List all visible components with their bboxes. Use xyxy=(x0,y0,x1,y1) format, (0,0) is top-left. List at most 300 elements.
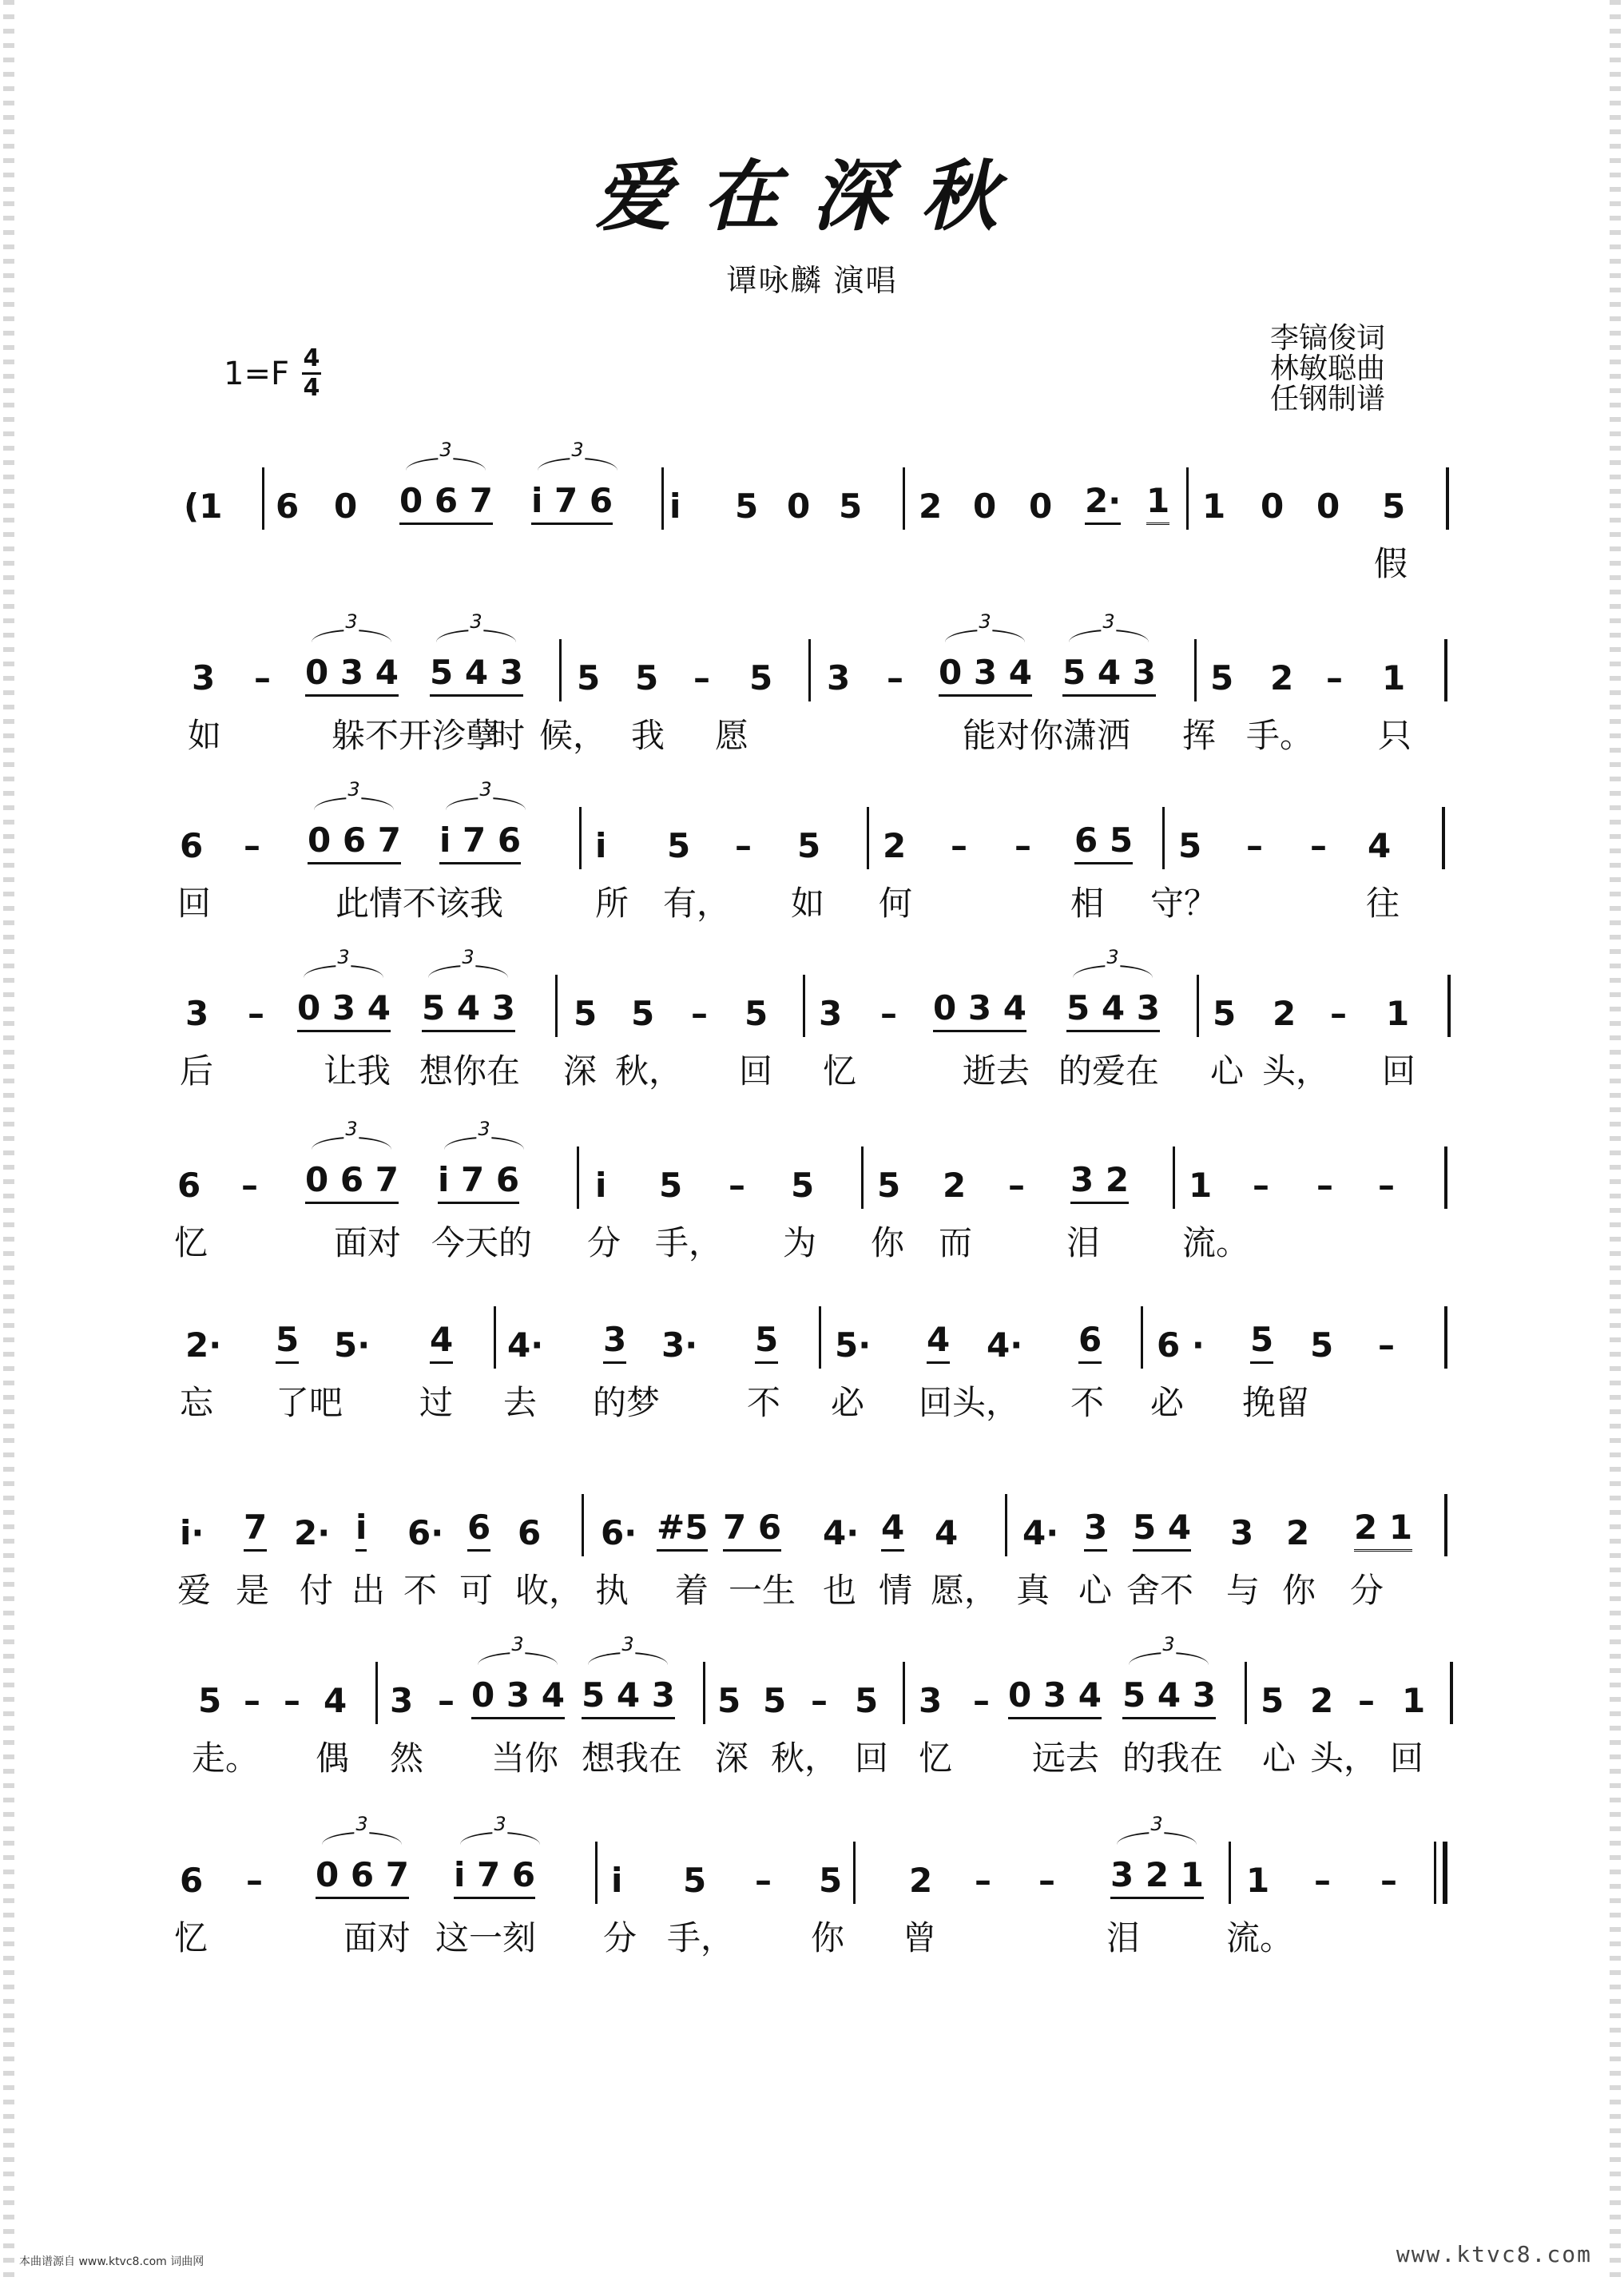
lyric-word: 手， xyxy=(655,1223,723,1262)
note-group: 5 xyxy=(839,487,863,526)
barline xyxy=(903,467,905,530)
barline xyxy=(1197,975,1199,1037)
note-group: 0 xyxy=(973,487,997,526)
note-group: i xyxy=(595,1166,607,1205)
lyric-word: 分 xyxy=(1350,1571,1384,1610)
notation-row xyxy=(0,1478,1624,1566)
lyric-word: 不 xyxy=(1070,1383,1105,1422)
note-group: i xyxy=(611,1861,623,1900)
lyric-word: 爱 xyxy=(177,1571,212,1610)
note-group: 2 xyxy=(1286,1513,1310,1552)
note-group: i 7 6 xyxy=(439,822,521,864)
final-barline xyxy=(1434,1842,1447,1904)
barline xyxy=(1229,1842,1231,1904)
lyric-word: 是 xyxy=(236,1571,270,1610)
triplet-mark: 3 xyxy=(571,439,584,461)
note-group: 4 xyxy=(430,1321,453,1364)
triplet-mark: 3 xyxy=(511,1633,524,1655)
note-group: – xyxy=(975,1861,991,1900)
note-group: 5 xyxy=(659,1166,683,1205)
note-group: – xyxy=(1314,1861,1331,1900)
lyric-word: 深 xyxy=(563,1051,598,1091)
note-group: 1 xyxy=(1202,487,1226,526)
lyric-word: 秋， xyxy=(771,1739,839,1778)
note-group: 5 xyxy=(667,826,691,865)
lyricist-credit: 李镐俊词 xyxy=(1270,322,1386,355)
note-group: – xyxy=(691,994,708,1033)
note-group: 3 xyxy=(603,1321,626,1364)
notation-row xyxy=(0,778,1624,879)
note-group: – xyxy=(241,1166,258,1205)
note-group: 2 xyxy=(1273,994,1296,1033)
triplet-mark: 3 xyxy=(1150,1813,1163,1835)
note-group: – xyxy=(1038,1861,1055,1900)
note-group: 2 xyxy=(909,1861,933,1900)
note-group: – xyxy=(1358,1681,1375,1720)
note-group: – xyxy=(880,994,897,1033)
note-group: 5 xyxy=(276,1321,299,1364)
note-group: 4· xyxy=(987,1325,1023,1365)
barline xyxy=(559,639,562,701)
lyric-word: 出 xyxy=(351,1571,386,1610)
lyric-word: 必 xyxy=(1150,1383,1185,1422)
lyric-word: 偶 xyxy=(316,1739,350,1778)
lyric-word: 不 xyxy=(747,1383,781,1422)
triplet-bracket xyxy=(1117,1813,1197,1858)
note-group: – xyxy=(1326,658,1343,697)
barline xyxy=(867,807,869,869)
note-group: 5 xyxy=(1178,826,1202,865)
lyric-word: 的我在 xyxy=(1122,1739,1224,1778)
lyric-word: 执 xyxy=(595,1571,629,1610)
lyric-word: 不 xyxy=(403,1571,438,1610)
lyric-word: 远去 xyxy=(1032,1739,1100,1778)
note-group: i xyxy=(669,487,681,526)
lyric-word: 此情不该我 xyxy=(336,884,504,923)
credits xyxy=(1270,324,1385,415)
note-group: 2· xyxy=(185,1325,222,1365)
triplet-mark: 3 xyxy=(1162,1633,1175,1655)
lyric-word: 当你 xyxy=(491,1739,559,1778)
note-group: 0 3 4 xyxy=(1008,1677,1102,1719)
triplet-mark: 3 xyxy=(470,610,482,633)
note-group: i 7 6 xyxy=(438,1162,519,1204)
lyric-word: 你 xyxy=(811,1918,845,1957)
lyric-word: 必 xyxy=(831,1383,865,1422)
note-group: 4· xyxy=(823,1513,860,1552)
note-group: 1 xyxy=(1189,1166,1213,1205)
time-signature-top: 4 xyxy=(303,344,320,372)
notation-row xyxy=(0,610,1624,711)
lyric-word: 回 xyxy=(1390,1739,1424,1778)
lyric-word: 只 xyxy=(1378,716,1412,755)
triplet-mark: 3 xyxy=(345,610,358,633)
note-group: – xyxy=(1380,1861,1397,1900)
time-signature xyxy=(302,345,321,402)
note-group: 1 xyxy=(1146,483,1169,525)
triplet-bracket xyxy=(945,610,1025,655)
note-group: 3 2 xyxy=(1070,1162,1129,1204)
lyric-word: 流。 xyxy=(1182,1223,1250,1262)
lyric-word: 走。 xyxy=(192,1739,260,1778)
lyric-row xyxy=(0,538,1624,586)
note-group: 3 xyxy=(819,994,843,1033)
lyric-word: 往 xyxy=(1366,884,1400,923)
barline xyxy=(1173,1146,1175,1209)
lyric-word: 为 xyxy=(783,1223,817,1262)
note-group: 5 xyxy=(744,994,768,1033)
triplet-mark: 3 xyxy=(462,946,474,968)
note-group: 1 xyxy=(1386,994,1410,1033)
note-group: 2· xyxy=(294,1513,331,1552)
note-group: – xyxy=(887,658,903,697)
lyric-word: 想你在 xyxy=(419,1051,521,1091)
lyric-row xyxy=(0,1564,1624,1612)
note-group: 5 xyxy=(791,1166,815,1205)
note-group: 6 5 xyxy=(1074,822,1133,864)
triplet-mark: 3 xyxy=(979,610,991,633)
lyric-row xyxy=(0,1377,1624,1425)
note-group: 4· xyxy=(507,1325,544,1365)
lyric-word: 了吧 xyxy=(276,1383,343,1422)
lyric-word: 去 xyxy=(503,1383,538,1422)
lyric-word: 这一刻 xyxy=(435,1918,537,1957)
note-group: 4 xyxy=(324,1681,347,1720)
barline xyxy=(1442,807,1445,869)
lyric-word: 如 xyxy=(188,716,222,755)
triplet-bracket xyxy=(538,439,617,483)
note-group: 5 xyxy=(198,1681,222,1720)
performer: 谭咏麟 演唱 xyxy=(726,263,898,298)
note-group: 2 xyxy=(943,1166,967,1205)
note-group: – xyxy=(1253,1166,1269,1205)
barline xyxy=(1450,1662,1453,1724)
triplet-bracket xyxy=(446,778,526,823)
barline xyxy=(853,1842,856,1904)
triplet-bracket xyxy=(478,1633,558,1678)
note-group: – xyxy=(1330,994,1347,1033)
note-group: 0 6 7 xyxy=(399,483,493,525)
barline xyxy=(703,1662,705,1724)
note-group: – xyxy=(248,994,264,1033)
composer-credit: 林敏聪曲 xyxy=(1270,352,1386,385)
barline xyxy=(577,1146,579,1209)
lyric-word: 舍不 xyxy=(1126,1571,1194,1610)
note-group: 6 xyxy=(177,1166,201,1205)
lyric-word: 躲不开沴孽 xyxy=(332,716,500,755)
barline xyxy=(1162,807,1165,869)
lyric-word: 的爱在 xyxy=(1058,1051,1160,1091)
lyric-word: 与 xyxy=(1226,1571,1261,1610)
note-group: 2· xyxy=(1085,483,1121,525)
triplet-bracket xyxy=(312,1118,391,1162)
note-group: 3· xyxy=(661,1325,698,1365)
note-group: 3 2 1 xyxy=(1110,1857,1204,1899)
note-group: 5 xyxy=(797,826,821,865)
footer-website: www.ktvc8.com xyxy=(1396,2241,1592,2267)
note-group: i xyxy=(595,826,607,865)
lyric-word: 挥 xyxy=(1182,716,1217,755)
triplet-bracket xyxy=(428,946,508,991)
note-group: – xyxy=(1246,826,1263,865)
note-group: – xyxy=(1015,826,1031,865)
lyric-word: 你 xyxy=(1282,1571,1316,1610)
lyric-word: 有， xyxy=(663,884,731,923)
note-group: 5 xyxy=(717,1681,741,1720)
barline xyxy=(579,807,582,869)
barline xyxy=(1444,1146,1447,1209)
lyric-word: 泪 xyxy=(1106,1918,1141,1957)
note-group: 3 xyxy=(1084,1509,1107,1552)
note-group: 0 3 4 xyxy=(471,1677,565,1719)
note-group: 3 xyxy=(390,1681,414,1720)
note-group: 0 3 4 xyxy=(939,654,1032,697)
lyric-word: 而 xyxy=(939,1223,973,1262)
note-group: 6· xyxy=(407,1513,444,1552)
note-group: 4 xyxy=(927,1321,950,1364)
lyric-word: 收， xyxy=(515,1571,583,1610)
note-group: 5 xyxy=(755,1321,778,1364)
lyric-word: 曾 xyxy=(903,1918,937,1957)
note-group: 5 4 3 xyxy=(1122,1677,1216,1719)
note-group: 3 xyxy=(185,994,209,1033)
note-group: 0 6 7 xyxy=(305,1162,399,1204)
lyric-word: 的梦 xyxy=(593,1383,661,1422)
lyric-word: 如 xyxy=(791,884,825,923)
note-group: 0 3 4 xyxy=(933,990,1026,1032)
lyric-word: 可 xyxy=(459,1571,494,1610)
triplet-mark: 3 xyxy=(479,778,492,801)
note-group: 6· xyxy=(601,1513,637,1552)
triplet-mark: 3 xyxy=(347,778,360,801)
note-group: 1 xyxy=(1246,1861,1270,1900)
lyric-word: 让我 xyxy=(324,1051,391,1091)
key-signature xyxy=(224,345,321,402)
lyric-word: 真 xyxy=(1016,1571,1050,1610)
note-group: 1 xyxy=(1382,658,1406,697)
note-group: 3 xyxy=(192,658,216,697)
lyric-word: 心 xyxy=(1262,1739,1296,1778)
lyric-word: 愿 xyxy=(715,716,749,755)
lyric-row xyxy=(0,1912,1624,1960)
lyric-word: 面对 xyxy=(334,1223,402,1262)
triplet-mark: 3 xyxy=(478,1118,490,1140)
triplet-bracket xyxy=(436,610,516,655)
note-group: – xyxy=(438,1681,455,1720)
note-group: 0 xyxy=(787,487,811,526)
note-group: 5 4 xyxy=(1133,1509,1191,1552)
barline xyxy=(903,1662,905,1724)
lyric-word: 忆 xyxy=(919,1739,953,1778)
lyric-word: 所 xyxy=(595,884,629,923)
barline xyxy=(1444,639,1447,701)
note-group: 5 xyxy=(877,1166,901,1205)
note-group: – xyxy=(1316,1166,1333,1205)
barline xyxy=(1447,975,1451,1037)
barline xyxy=(803,975,805,1037)
triplet-bracket xyxy=(314,778,394,823)
lyric-word: 想我在 xyxy=(582,1739,683,1778)
lyric-word: 过 xyxy=(419,1383,454,1422)
note-group: 0 xyxy=(334,487,358,526)
note-group: 4 xyxy=(881,1509,904,1552)
note-group: 0 xyxy=(1261,487,1285,526)
notation-row xyxy=(0,1633,1624,1734)
barline xyxy=(861,1146,864,1209)
lyric-word: 付 xyxy=(300,1571,334,1610)
lyric-word: 情 xyxy=(879,1571,913,1610)
note-group: i xyxy=(355,1509,367,1552)
lyric-word: 我 xyxy=(631,716,665,755)
note-group: 3 xyxy=(827,658,851,697)
triplet-mark: 3 xyxy=(345,1118,358,1140)
notation-row xyxy=(0,1118,1624,1218)
lyric-word: 着 xyxy=(675,1571,709,1610)
note-group: 5 xyxy=(763,1681,787,1720)
barline xyxy=(661,467,664,530)
song-title: 爱在深秋 xyxy=(594,151,1030,241)
triplet-bracket xyxy=(444,1118,524,1162)
lyric-word: 何 xyxy=(879,884,913,923)
barline xyxy=(375,1662,378,1724)
note-group: – xyxy=(729,1166,745,1205)
barline xyxy=(1194,639,1197,701)
note-group: – xyxy=(1378,1325,1395,1365)
note-group: 5 xyxy=(855,1681,879,1720)
lyric-word: 今天的 xyxy=(431,1223,533,1262)
note-group: 5 4 3 xyxy=(1066,990,1160,1032)
note-group: 5· xyxy=(334,1325,371,1365)
note-group: 5· xyxy=(835,1325,872,1365)
notation-row xyxy=(0,1290,1624,1378)
lyric-word: 泪 xyxy=(1066,1223,1101,1262)
note-group: i 7 6 xyxy=(454,1857,535,1899)
note-group: 6 xyxy=(180,1861,204,1900)
lyric-word: 忆 xyxy=(823,1051,857,1091)
lyric-word: 流。 xyxy=(1226,1918,1294,1957)
note-group: – xyxy=(254,658,271,697)
barline xyxy=(595,1842,598,1904)
note-group: 5 xyxy=(1213,994,1237,1033)
lyric-word: 头， xyxy=(1262,1051,1330,1091)
lyric-word: 你 xyxy=(871,1223,905,1262)
triplet-mark: 3 xyxy=(355,1813,368,1835)
note-group: 5 xyxy=(635,658,659,697)
note-group: 6 xyxy=(1078,1321,1102,1364)
note-group: – xyxy=(1378,1166,1395,1205)
note-group: – xyxy=(811,1681,828,1720)
lyric-word: 分 xyxy=(587,1223,621,1262)
lyric-word: 分 xyxy=(603,1918,637,1957)
triplet-bracket xyxy=(460,1813,540,1858)
note-group: 2 xyxy=(1310,1681,1334,1720)
note-group: – xyxy=(244,826,260,865)
lyric-row xyxy=(0,1217,1624,1265)
note-group: 0 xyxy=(1029,487,1053,526)
note-group: 7 6 xyxy=(723,1509,781,1552)
transcriber-credit: 任钢制谱 xyxy=(1270,383,1386,415)
notation-row xyxy=(0,1813,1624,1913)
note-group: 4· xyxy=(1022,1513,1059,1552)
lyric-word: 时 xyxy=(491,716,526,755)
time-signature-bottom: 4 xyxy=(303,374,320,402)
footer-source-note: 本曲谱源自 www.ktvc8.com 词曲网 xyxy=(19,2255,204,2268)
lyric-word: 手。 xyxy=(1246,716,1314,755)
note-group: i 7 6 xyxy=(531,483,613,525)
triplet-mark: 3 xyxy=(621,1633,634,1655)
triplet-bracket xyxy=(1073,946,1153,991)
barline xyxy=(555,975,558,1037)
note-group: 5 xyxy=(749,658,773,697)
note-group: 5 xyxy=(1382,487,1406,526)
note-group: 2 xyxy=(1270,658,1294,697)
note-group: 4 xyxy=(1368,826,1392,865)
barline xyxy=(1005,1494,1007,1556)
lyric-word: 逝去 xyxy=(963,1051,1030,1091)
lyric-word: 回 xyxy=(855,1739,889,1778)
lyric-word: 挽留 xyxy=(1242,1383,1310,1422)
note-group: 5 xyxy=(735,487,759,526)
notation-row xyxy=(0,946,1624,1047)
triplet-mark: 3 xyxy=(337,946,350,968)
notation-row xyxy=(0,439,1624,539)
triplet-mark: 3 xyxy=(494,1813,506,1835)
triplet-mark: 3 xyxy=(1106,946,1119,968)
note-group: 6 · xyxy=(1157,1325,1205,1365)
triplet-mark: 3 xyxy=(1102,610,1115,633)
lyric-word: 回 xyxy=(177,884,212,923)
note-group: 5 4 3 xyxy=(422,990,515,1032)
note-group: 5 xyxy=(683,1861,707,1900)
lyric-word: 手， xyxy=(667,1918,735,1957)
lyric-word: 秋， xyxy=(615,1051,683,1091)
triplet-bracket xyxy=(406,439,486,483)
lyric-word: 忘 xyxy=(180,1383,214,1422)
barline xyxy=(1444,1306,1447,1369)
note-group: 5 xyxy=(1210,658,1234,697)
note-group: 6 xyxy=(180,826,204,865)
note-group: 6 xyxy=(276,487,300,526)
triplet-mark: 3 xyxy=(439,439,452,461)
note-group: 5 xyxy=(1250,1321,1273,1364)
note-group: 5 xyxy=(574,994,598,1033)
note-group: – xyxy=(755,1861,772,1900)
lyric-row xyxy=(0,877,1624,925)
note-group: 0 xyxy=(1316,487,1340,526)
barline xyxy=(494,1306,496,1369)
note-group: 5 4 3 xyxy=(430,654,523,697)
note-group: 5 4 3 xyxy=(582,1677,675,1719)
note-group: – xyxy=(1310,826,1327,865)
note-group: 5 xyxy=(577,658,601,697)
lyric-word: 一生 xyxy=(729,1571,796,1610)
note-group: – xyxy=(284,1681,300,1720)
triplet-bracket xyxy=(1129,1633,1209,1678)
note-group: – xyxy=(951,826,967,865)
lyric-word: 深 xyxy=(715,1739,749,1778)
note-group: 5 xyxy=(631,994,655,1033)
lyric-row xyxy=(0,709,1624,757)
note-group: – xyxy=(735,826,752,865)
note-group: 2 xyxy=(883,826,907,865)
lyric-row xyxy=(0,1732,1624,1780)
lyric-word: 回 xyxy=(739,1051,773,1091)
triplet-bracket xyxy=(322,1813,402,1858)
lyric-row xyxy=(0,1045,1624,1093)
note-group: 2 xyxy=(919,487,943,526)
lyric-word: 候， xyxy=(539,716,607,755)
triplet-bracket xyxy=(588,1633,668,1678)
